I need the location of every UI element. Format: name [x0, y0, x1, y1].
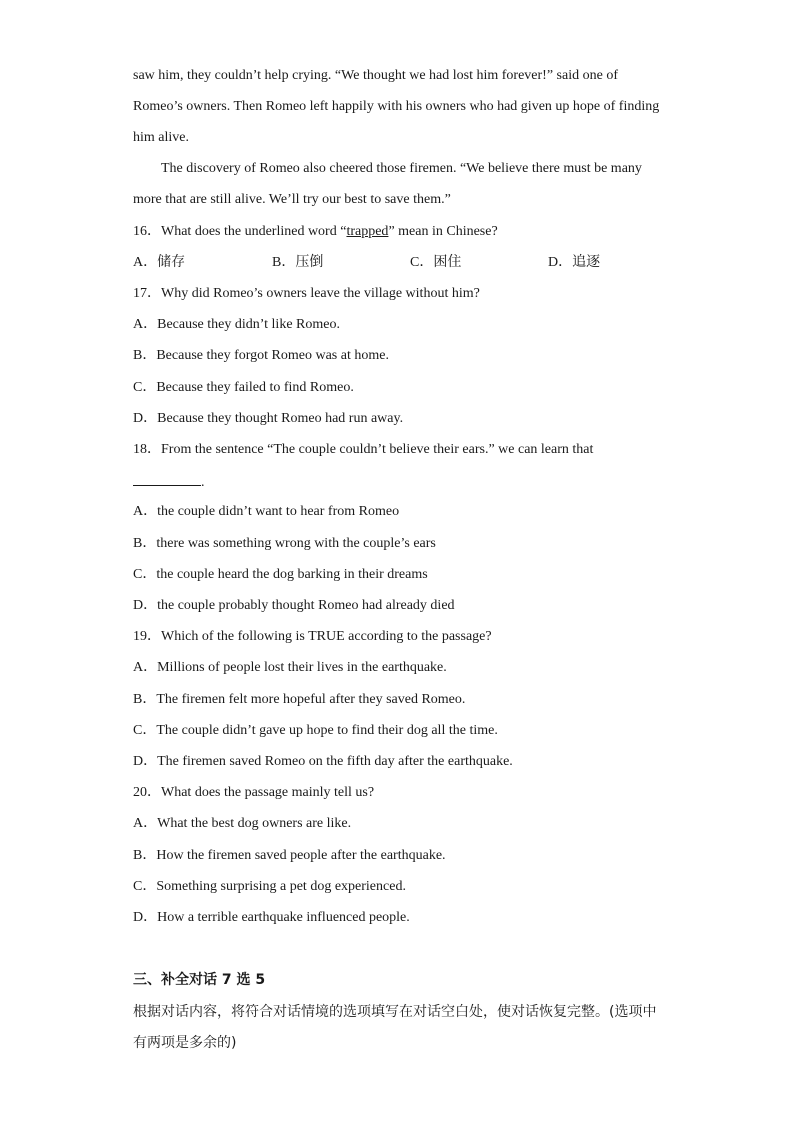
option-b: B．The firemen felt more hopeful after they saved Romeo.: [133, 692, 466, 707]
blank-suffix: .: [201, 475, 205, 490]
question-stem-prefix: 16．What does the underlined word “: [133, 224, 347, 239]
passage-line: saw him, they couldn’t help crying. “We thought we had lost him forever!” said one of: [133, 68, 618, 83]
section-instruction: 根据对话内容，将符合对话情境的选项填写在对话空白处，使对话恢复完整。(选项中: [133, 1004, 657, 1020]
option-d: D．追逐: [548, 255, 601, 270]
question-18-stem: 18．From the sentence “The couple couldn’t believe their ears.” we can learn that: [133, 442, 594, 457]
passage-line: him alive.: [133, 130, 189, 145]
question-16-stem: [133, 223, 498, 241]
option-b: B．Because they forgot Romeo was at home.: [133, 348, 389, 363]
option-c: C．Something surprising a pet dog experienced.: [133, 879, 406, 894]
passage-line: The discovery of Romeo also cheered those firemen. “We believe there must be many: [161, 161, 642, 176]
option-b: B．压倒: [272, 255, 324, 270]
question-19-stem: 19．Which of the following is TRUE according to the passage?: [133, 629, 492, 644]
option-c: C．the couple heard the dog barking in their dreams: [133, 567, 428, 582]
option-b: B．there was something wrong with the couple’s ears: [133, 536, 436, 551]
answer-blank: [133, 472, 201, 486]
section-heading: 三、补全对话 7 选 5: [133, 972, 266, 988]
option-a: A．Millions of people lost their lives in the earthquake.: [133, 660, 447, 675]
question-20-stem: 20．What does the passage mainly tell us?: [133, 785, 375, 800]
option-c: C．困住: [410, 255, 462, 270]
option-a: A．the couple didn’t want to hear from Romeo: [133, 504, 400, 519]
question-17-stem: 17．Why did Romeo’s owners leave the village without him?: [133, 286, 480, 301]
option-d: D．How a terrible earthquake influenced people.: [133, 910, 410, 925]
option-d: D．The firemen saved Romeo on the fifth day after the earthquake.: [133, 754, 513, 769]
passage-line: Romeo’s owners. Then Romeo left happily with his owners who had given up hope of finding: [133, 99, 660, 114]
question-stem-suffix: ” mean in Chinese?: [388, 224, 498, 239]
option-d: D．the couple probably thought Romeo had already died: [133, 598, 455, 613]
option-c: C．Because they failed to find Romeo.: [133, 380, 354, 395]
option-c: C．The couple didn’t gave up hope to find their dog all the time.: [133, 723, 498, 738]
option-a: A．储存: [133, 255, 186, 270]
section-instruction: 有两项是多余的): [133, 1035, 237, 1051]
answer-blank-line: [133, 472, 205, 492]
option-a: A．Because they didn’t like Romeo.: [133, 317, 340, 332]
option-d: D．Because they thought Romeo had run away.: [133, 411, 404, 426]
underlined-word: trapped: [346, 224, 389, 239]
option-a: A．What the best dog owners are like.: [133, 816, 352, 831]
option-b: B．How the firemen saved people after the earthquake.: [133, 848, 446, 863]
passage-line: more that are still alive. We’ll try our best to save them.”: [133, 192, 451, 207]
